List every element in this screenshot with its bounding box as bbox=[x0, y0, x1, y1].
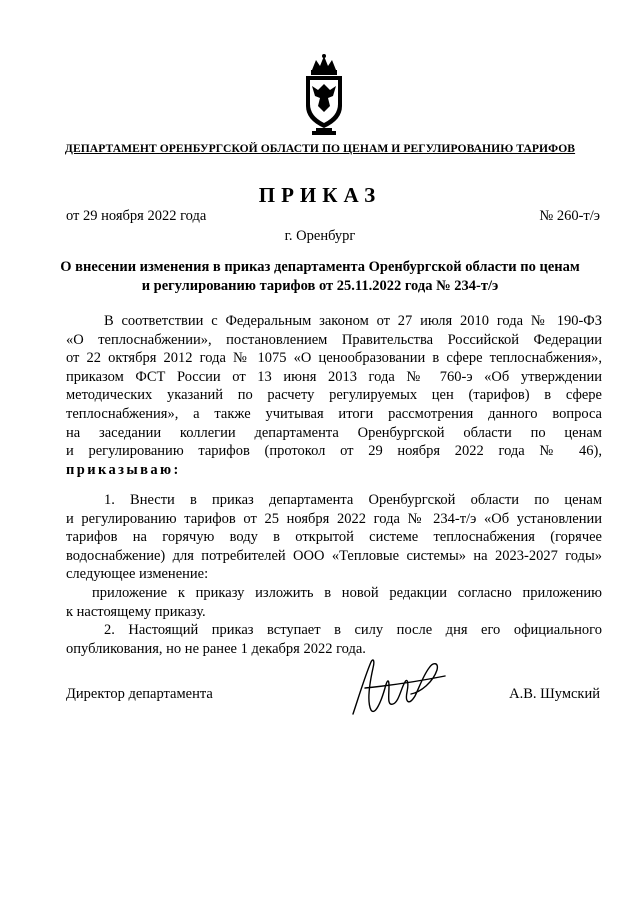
document-subject bbox=[60, 258, 580, 296]
item-line: опубликования, но не ранее 1 декабря 2022 года. bbox=[66, 640, 366, 657]
handwritten-signature-icon bbox=[345, 652, 455, 722]
document-type-title: ПРИКАЗ bbox=[258, 183, 382, 207]
oblast-coat-of-arms-icon bbox=[300, 54, 348, 136]
document-city: г. Оренбург bbox=[284, 228, 356, 244]
preamble-line: приказом ФСТ России от 13 июня 2013 года № 760-э «Об утверждении bbox=[66, 368, 602, 385]
preamble-line: на заседании коллегии департамента Оренбургской области по ценам bbox=[66, 424, 602, 441]
item-subline: к настоящему приказу. bbox=[66, 603, 206, 620]
subject-line: и регулированию тарифов от 25.11.2022 года № 234-т/э bbox=[141, 278, 499, 294]
item-line: водоснабжение) для потребителей ООО «Тепловые системы» на 2023-2027 годы» bbox=[66, 547, 602, 564]
preamble-line: и регулированию тарифов (протокол от 29 ноября 2022 года № 46), bbox=[66, 443, 602, 460]
item-line: тарифов на горячую воду в открытой системе теплоснабжения (горячее bbox=[66, 529, 602, 546]
subject-line: О внесении изменения в приказ департамента Оренбургской области по ценам bbox=[60, 259, 580, 275]
order-items bbox=[66, 491, 602, 658]
item-subline: приложение к приказу изложить в новой редакции согласно приложению bbox=[92, 584, 602, 601]
signatory-position: Директор департамента bbox=[66, 686, 213, 702]
item-line: 2. Настоящий приказ вступает в силу после дня его официального bbox=[104, 622, 602, 639]
item-line: 1. Внести в приказ департамента Оренбургской области по ценам bbox=[104, 492, 602, 508]
preamble-line: методических указаний по расчету регулируемых цен (тарифов) в сфере bbox=[66, 387, 602, 404]
preamble-paragraph bbox=[66, 312, 602, 479]
item-line: следующее изменение: bbox=[66, 566, 209, 583]
preamble-line: «О теплоснабжении», постановлением Правительства Российской Федерации bbox=[66, 331, 602, 348]
signatory-name: А.В. Шумский bbox=[509, 686, 600, 702]
document-number: № 260-т/э bbox=[539, 208, 600, 224]
preamble-line: от 22 октября 2012 года № 1075 «О ценообразовании в сфере теплоснабжения», bbox=[66, 350, 602, 367]
item-line: и регулированию тарифов от 25 ноября 2022 года № 234-т/э «Об установлении bbox=[66, 510, 602, 527]
order-word: приказываю: bbox=[66, 461, 181, 478]
preamble-line: В соответствии с Федеральным законом от 27 июля 2010 года № 190-ФЗ bbox=[104, 313, 602, 329]
document-date: от 29 ноября 2022 года bbox=[66, 208, 207, 224]
department-name: ДЕПАРТАМЕНТ ОРЕНБУРГСКОЙ ОБЛАСТИ ПО ЦЕНАМ И РЕГУЛИРОВАНИЮ ТАРИФОВ bbox=[64, 142, 576, 155]
preamble-line: теплоснабжения», а также учитывая итоги рассмотрения данного вопроса bbox=[66, 405, 602, 422]
